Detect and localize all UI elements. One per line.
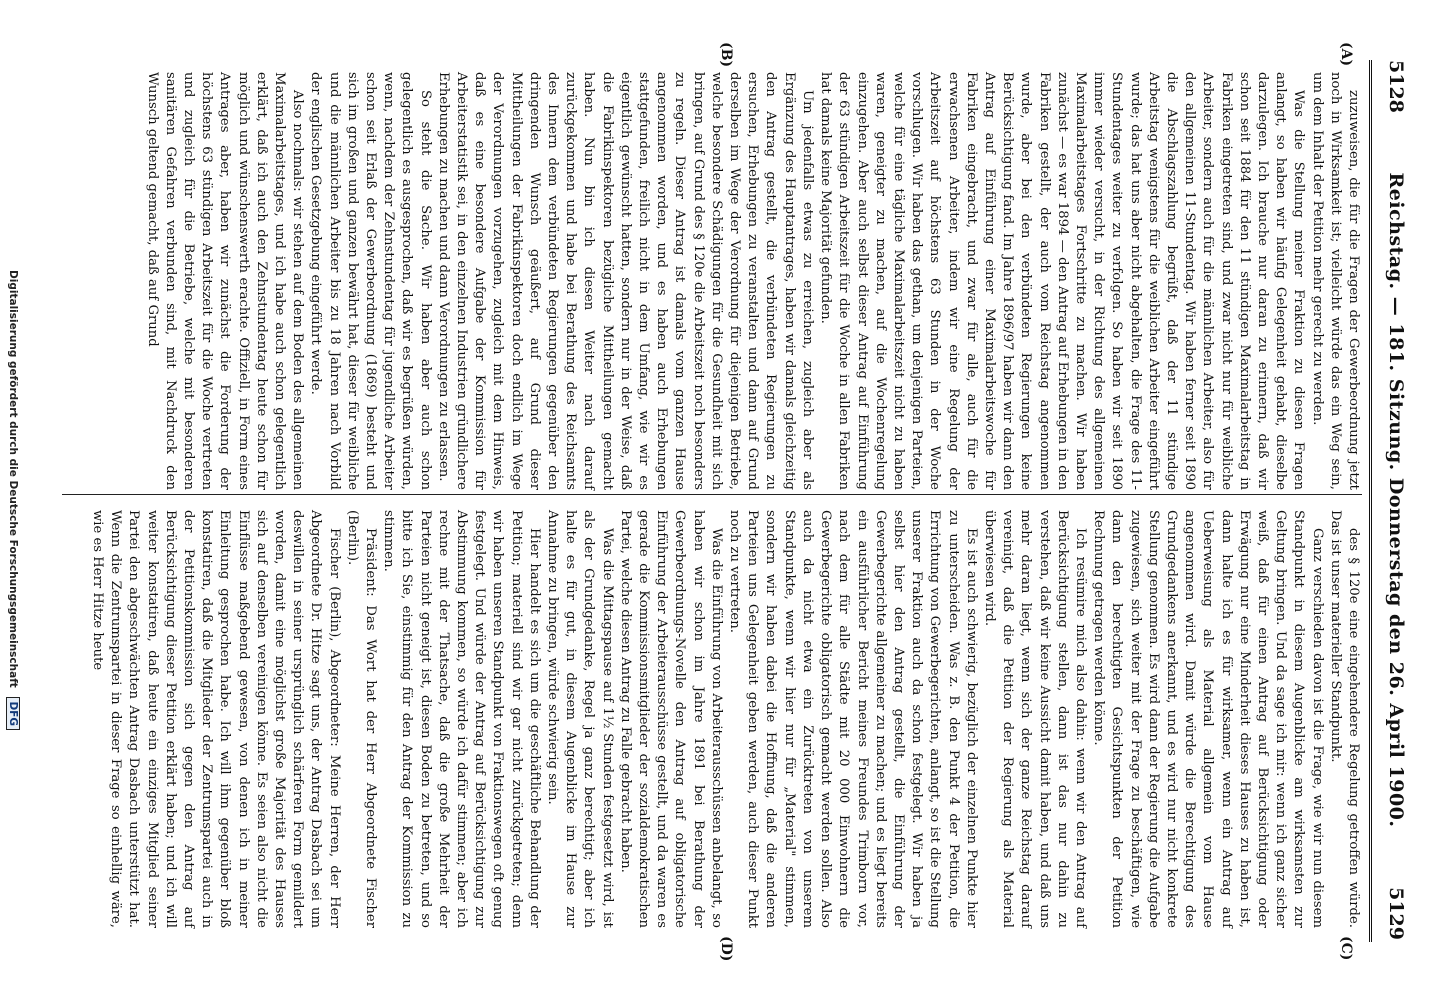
speaker-paragraph: Präsident: Das Wort hat der Herr Abgeordnete Fischer (Berlin). <box>344 510 379 928</box>
page-title: Reichstag. — 181. Sitzung. Donnerstag den 26. April 1900. <box>1385 172 1407 828</box>
page-number-left: 5128 <box>1385 60 1407 113</box>
paragraph: Um jedenfalls etwas zu erreichen, zugleich aber als Ergänzung des Hauptantrages, haben wir damals gleichzeitig den Antrag gestellt, die verbündeten Regierungen zu ersuchen, Erhebungen zu veranstalten und dann auf Grund derselben im Wege der Verordnung für diejenigen Betriebe, welche besondere Schädigungen für die Gesundheit mit sich bringen, auf Grund des § 120e die Arbeitszeit noch besonders zu regeln. Dieser Antrag ist damals vom ganzen Hause angenommen worden, und es haben auch Erhebungen stattgefunden, freilich nicht in dem Umfang, wie wir es eigentlich gewünscht hatten, sondern nur in der Weise, daß die Fabrikinspektoren bezügliche Mittheilungen gemacht haben. Nun bin ich diesen Weiter nach darauf zurückgekommen und habe bei Berathung des Reichsamts des Innern dem verbündeten Regierungen gegenüber den dringenden Wunsch geäußert, auf Grund dieser Mittheilungen der Fabrikinspektoren doch endlich im Wege der Verordnungen vorzugehen, zugleich mit dem Hinweis, daß es eine besondere Aufgabe der Kommission für Arbeiterstatistik sei, in den einzelnen Industrien gründlichere Erhebungen zu machen und dann Verordnungen zu erlassen. <box>435 72 815 490</box>
footer-text: Digitalisierung gefördert durch die Deutsche Forschungsgemeinschaft <box>7 270 19 688</box>
margin-mark-a: (A) <box>1338 42 1354 67</box>
paragraph: Was die Stellung meiner Fraktion zu diesen Fragen anlangt, so haben wir häufig Gelegenheit gehabt, dieselbe darzulegen. Ich brauche nur daran zu erinnern, daß wir schon seit 1884 für den 11 stündigen Maximalarbeitstag in Fabriken eingetreten sind, und zwar nicht nur für weibliche Arbeiter, sondern auch für die männlichen Arbeiter, also für den allgemeinen 11-Stundentag. Wir haben ferner seit 1890 die Abschlagszahlung begrüßt, daß der 11 stündige Arbeitstag wenigstens für die weiblichen Arbeiter eingeführt wurde; das hat uns aber nicht abgehalten, die Frage des 11-Stundentages weiter zu verfolgen. So haben wir seit 1890 immer wieder versucht, in der Richtung des allgemeinen Maximalarbeitstages Fortschritte zu machen. Wir haben zunächst — es war 1894 — den Antrag auf Erhebungen in den Fabriken gestellt, der auch vom Reichstag angenommen wurde, aber bei den verbündeten Regierungen keine Berücksichtigung fand. Im Jahre 1896/97 haben wir dann den Antrag auf Einführung einer Maximalarbeitswoche für Fabriken eingebracht, und zwar für alle, auch für die erwachsenen Arbeiter, indem wir eine Regelung der Arbeitszeit auf höchstens 63 Stunden in der Woche vorschlugen. Wir haben das gethan, um denjenigen Parteien, welche für eine tägliche Maximalarbeitszeit nicht zu haben waren, geneigter zu machen, auf die Wochenregelung einzugehen. Aber auch selbst dieser Antrag auf Einführung der 63 stündigen Arbeitszeit für die Woche in allen Fabriken hat damals keine Majorität gefunden. <box>818 72 1307 490</box>
paragraph: Ich resümire mich also dahin: wenn wir den Antrag auf Berücksichtigung stellen, dann ist das nur dahin zu verstehen, daß wir keine Aussicht damit haben, und daß uns mehr daran liegt, wenn sich der ganze Reichstag darauf vereinigt, daß die Petition der Regierung als Material überwiesen wird. <box>981 510 1088 928</box>
paragraph: Hier handelt es sich um die geschäftliche Behandlung der Petition; materiell sind wir gar nicht zurückgetreten; denn wir haben unseren Standpunkt von Fraktionswegen oft genug festgelegt. Und würde der Antrag auf Berücksichtigung zur Abstimmung kommen, so würde ich dafür stimmen; aber ich rechne mit der Thatsache, daß die große Mehrheit der Parteien nicht geneigt ist, diesen Boden zu betreten, und so bitte ich Sie, einstimmig für den Antrag der Kommission zu stimmen. <box>381 510 542 928</box>
header-rule <box>1369 60 1372 942</box>
margin-mark-d: (D) <box>718 936 734 962</box>
dfg-logo: DFG <box>6 697 20 730</box>
page-footer <box>6 0 20 1000</box>
left-column <box>100 72 1362 490</box>
paragraph: Was die Mittagspause auf 1½ Stunden festgesetzt wird, ist als der Grundgedanke, Regel ja ganz berechtigt; aber ich halte es für gut, in diesem Augenblicke im Hause zur Annahme zu bringen, würde schwierig sein. <box>545 510 615 928</box>
paragraph: Ganz verschieden davon ist die Frage, wie wir nun diesem Standpunkt in diesem Augenblicke am wirksamsten zur Geltung bringen. Und da sage ich mir: wenn ich ganz sicher weiß, daß für einen Antrag auf Berücksichtigung oder Erwägung nur eine Minderheit dieses Hauses zu haben ist, dann halte ich es für wirksamer, wenn ein Antrag auf Ueberweisung als Material allgemein vom Hause angenommen wird. Damit würde die Berechtigung des Grundgedankens anerkannt, und es wird nur nicht konkrete Stellung genommen. Es wird dann der Regierung die Aufgabe zugewiesen, sich weiter mit der Frage zu beschäftigen, wie dann den berechtigten Gesichtspunkten der Petition Rechnung getragen werden könne. <box>1091 510 1325 928</box>
page-number-right: 5129 <box>1385 887 1407 940</box>
paragraph: Was die Einführung von Arbeiterausschüssen anbelangt, so haben wir schon im Jahre 1891 bei Berathung der Gewerbeordnungs-Novelle den Antrag auf obligatorische Einführung der Arbeiterausschüsse gestellt, und da waren es gerade die Kommissionsmitglieder der sozialdemokratischen Partei, welche diesen Antrag zu Falle gebracht haben. <box>617 510 724 928</box>
right-column <box>89 510 1362 928</box>
paragraph: So steht die Sache. Wir haben aber auch schon gelegentlich es ausgesprochen, daß wir es begrüßen würden, wenn, nachdem der Zehnstundentag für jugendliche Arbeiter schon seit Erlaß der Gewerbeordnung (1869) besteht und sich im großen und ganzen bewährt hat, dieser für weibliche und die männlichen Arbeiter bis zu 18 Jahren nach Vorbild der englischen Gesetzgebung eingeführt werde. <box>308 72 433 490</box>
page-header <box>1376 60 1416 940</box>
paragraph: des § 120e eine eingehendere Regelung getroffen würde. Das ist unser materieller Standpunkt. <box>1327 510 1361 928</box>
column-divider <box>62 494 1362 495</box>
speaker-paragraph: Fischer (Berlin), Abgeordneter: Meine Herren, der Herr Abgeordnete Dr. Hitze sagt uns, der Antrag Dasbach sei um deswillen in seiner ursprünglich schärferen Form gemildert worden, damit eine möglichst große Majorität des Hauses sich auf denselben vereinigen könne. Es seien also nicht die Einflüsse maßgebend gewesen, von denen ich in meiner Einleitung gesprochen habe. Ich will ihm gegenüber bloß konstatiren, daß die Mitglieder der Zentrumspartei auch in der Petitionskommission sich gegen den Antrag auf Berücksichtigung dieser Petition erklärt haben; und ich will weiter konstatiren, daß heute ein einziges Mitglied seiner Partei den abgeschwächten Antrag Dasbach unterstützt hat. Wenn die Zentrumspartei in dieser Frage so einhellig wäre, wie es Herr Hitze heute <box>89 510 342 928</box>
paragraph: Es ist auch schwierig, bezüglich der einzelnen Punkte hier zu unterscheiden. Was z. B. den Punkt 4 der Petition, die Errichtung von Gewerbegerichten, anlangt, so ist die Stellung unserer Fraktion auch da schon festgelegt. Wir haben ja selbst hier den Antrag gestellt, die Einführung der Gewerbegerichte allgemeiner zu machen; und es liegt bereits ein ausführlicher Bericht meines Freundes Trimborn vor, nach dem für alle Städte mit 20 000 Einwohnern die Gewerbegerichte obligatorisch gemacht werden sollen. Also auch da nicht etwa ein Zurücktreten von unserem Standpunkte, wenn wir hier nur für „Material" stimmen, sondern wir haben dabei die Hoffnung, daß die anderen Parteien uns Gelegenheit geben werden, auch dieser Punkt noch zu vertreten. <box>727 510 979 928</box>
paragraph: Also nochmals: wir stehen auf dem Boden des allgemeinen Maximalarbeitstages, und ich habe auch schon gelegentlich erklärt, daß ich auch den Zehnstundentag heute schon für möglich und wünschenswerth erachte. Offiziell, in Form eines Antrages aber, haben wir zunächst die Forderung der höchstens 63 stündigen Arbeitszeit für die Woche vertreten und zugleich für die Betriebe, welche mit besonderen sanitären Gefahren verbunden sind, mit Nachdruck den Wunsch geltend gemacht, daß auf Grund <box>144 72 306 490</box>
paragraph: zuzuweisen, die für die Fragen der Gewerbeordnung jetzt noch in Wirksamkeit ist; vielleicht würde das ein Weg sein, um dem Inhalt der Petition mehr gerecht zu werden. <box>1309 72 1361 490</box>
margin-mark-b: (B) <box>718 42 734 68</box>
margin-mark-c: (C) <box>1338 936 1354 961</box>
